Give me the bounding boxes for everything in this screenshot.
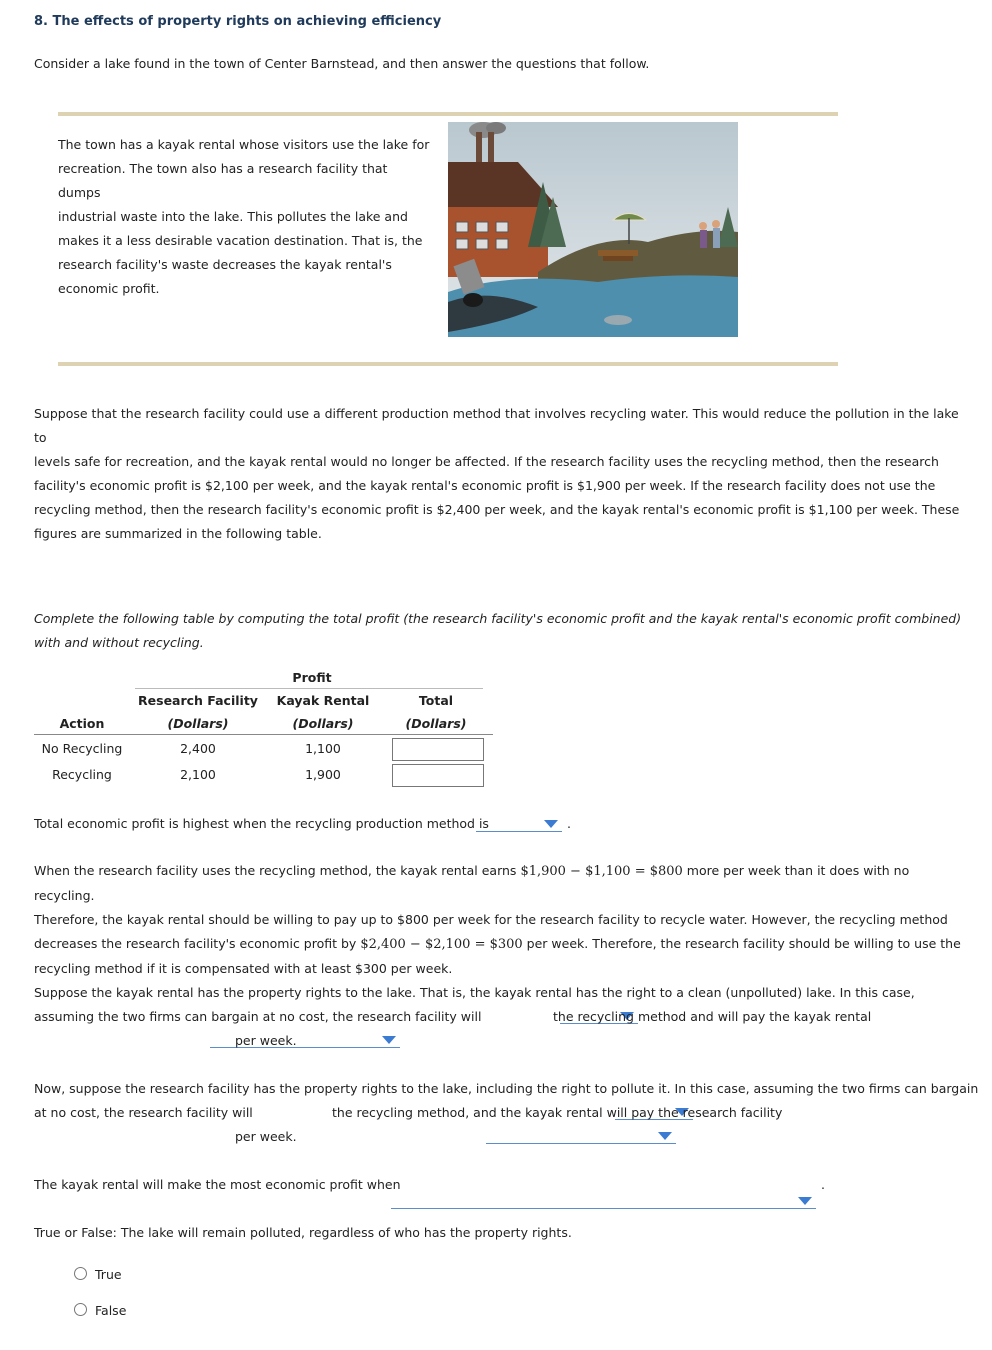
table-cell-kayak: 1,100	[305, 741, 341, 756]
profit-group-header: Profit	[292, 670, 332, 685]
para3-line3: per week.	[235, 1033, 297, 1048]
q-last-period: .	[821, 1177, 825, 1192]
col-header-research: Research Facility	[138, 693, 258, 708]
chevron-down-icon	[658, 1132, 672, 1140]
para4-line2a: at no cost, the research facility will	[34, 1105, 253, 1120]
total-input-no-recycling[interactable]	[392, 738, 484, 761]
table-instruction: Complete the following table by computing the total profit (the research facility's economic profit and the kayak rental's economic profit combined) with and without recycling.	[34, 611, 962, 650]
unit-kayak: (Dollars)	[292, 716, 354, 731]
q1-dropdown[interactable]	[476, 815, 562, 832]
para3-line1: Suppose the kayak rental has the property rights to the lake. That is, the kayak rental has the right to a clean (unpolluted) lake. In this case,	[34, 985, 915, 1000]
question-title: 8. The effects of property rights on achieving efficiency	[34, 14, 442, 29]
table-cell-kayak: 1,900	[305, 767, 341, 782]
para3-line2a: assuming the two firms can bargain at no cost, the research facility will	[34, 1009, 482, 1024]
unit-total: (Dollars)	[405, 716, 467, 731]
divider-top	[58, 112, 838, 116]
equation-research: $2,400 − $2,100 = $300	[360, 937, 523, 952]
table-cell-research: 2,400	[180, 741, 216, 756]
chevron-down-icon	[544, 820, 558, 828]
q-last-text: The kayak rental will make the most economic profit when	[34, 1177, 401, 1192]
table-rule	[34, 734, 493, 735]
header-rule	[135, 688, 483, 689]
total-input-recycling[interactable]	[392, 764, 484, 787]
tf-question: True or False: The lake will remain polluted, regardless of who has the property rights.	[34, 1225, 572, 1240]
radio-label-false: False	[95, 1303, 127, 1318]
table-cell-research: 2,100	[180, 767, 216, 782]
research-rights-payment-dropdown[interactable]	[486, 1127, 676, 1144]
q1-period: .	[567, 816, 571, 831]
chevron-down-icon	[798, 1197, 812, 1205]
chevron-down-icon	[382, 1036, 396, 1044]
scenario-details: Suppose that the research facility could use a different production method that involves recycling water. This would reduce the pollution in the lake to levels safe for recreation, and the kayak rental would no longer be affected. If the research facility uses the recycling method, then the research facility's economic profit is $2,100 per week, and the kayak rental's economic profit is $1,900 per week. If the research facility does not use the recycling method, then the research facility's economic profit is $2,400 per week, and the kayak rental's economic profit is $1,100 per week. These figures are summarized in the following table.	[34, 406, 960, 541]
lake-illustration	[448, 122, 738, 337]
divider-bottom	[58, 362, 838, 366]
scenario-text: The town has a kayak rental whose visitors use the lake for recreation. The town also has a research facility that dumps industrial waste into the lake. This pollutes the lake and makes it a less desirable vacation destination. That is, the research facility's waste decreases the kayak rental's economic profit.	[58, 137, 430, 296]
para3-line2b: the recycling method and will pay the kayak rental	[553, 1009, 872, 1024]
most-profit-dropdown[interactable]	[391, 1192, 816, 1209]
table-row-action: No Recycling	[41, 741, 123, 756]
para4-line2b: the recycling method, and the kayak rental will pay the research facility	[332, 1105, 783, 1120]
radio-false[interactable]	[74, 1303, 87, 1316]
unit-research: (Dollars)	[167, 716, 229, 731]
col-header-action: Action	[59, 716, 105, 731]
col-header-total: Total	[418, 693, 454, 708]
col-header-kayak: Kayak Rental	[276, 693, 370, 708]
table-row-action: Recycling	[52, 767, 112, 782]
intro-text: Consider a lake found in the town of Center Barnstead, and then answer the questions that follow.	[34, 56, 650, 71]
para4-line3: per week.	[235, 1129, 297, 1144]
radio-label-true: True	[95, 1267, 122, 1282]
q1-text: Total economic profit is highest when the recycling production method is	[34, 816, 489, 831]
explanation-text: When the research facility uses the recycling method, the kayak rental earns $1,900 − $1,100 = $800 more per week than it does with no recycling. Therefore, the kayak rental should be willing to pay up to $800 per week for the research facility to recycle water. However, the recycling method decreases the research facility's economic profit by $2,400 − $2,100 = $300 per week. Therefore, the research facility should be willing to use the recycling method if it is compensated with at least $300 per week.	[34, 863, 961, 976]
radio-true[interactable]	[74, 1267, 87, 1280]
equation-kayak: $1,900 − $1,100 = $800	[520, 864, 683, 879]
para4-line1: Now, suppose the research facility has the property rights to the lake, including the right to pollute it. In this case, assuming the two firms can bargain	[34, 1081, 979, 1096]
